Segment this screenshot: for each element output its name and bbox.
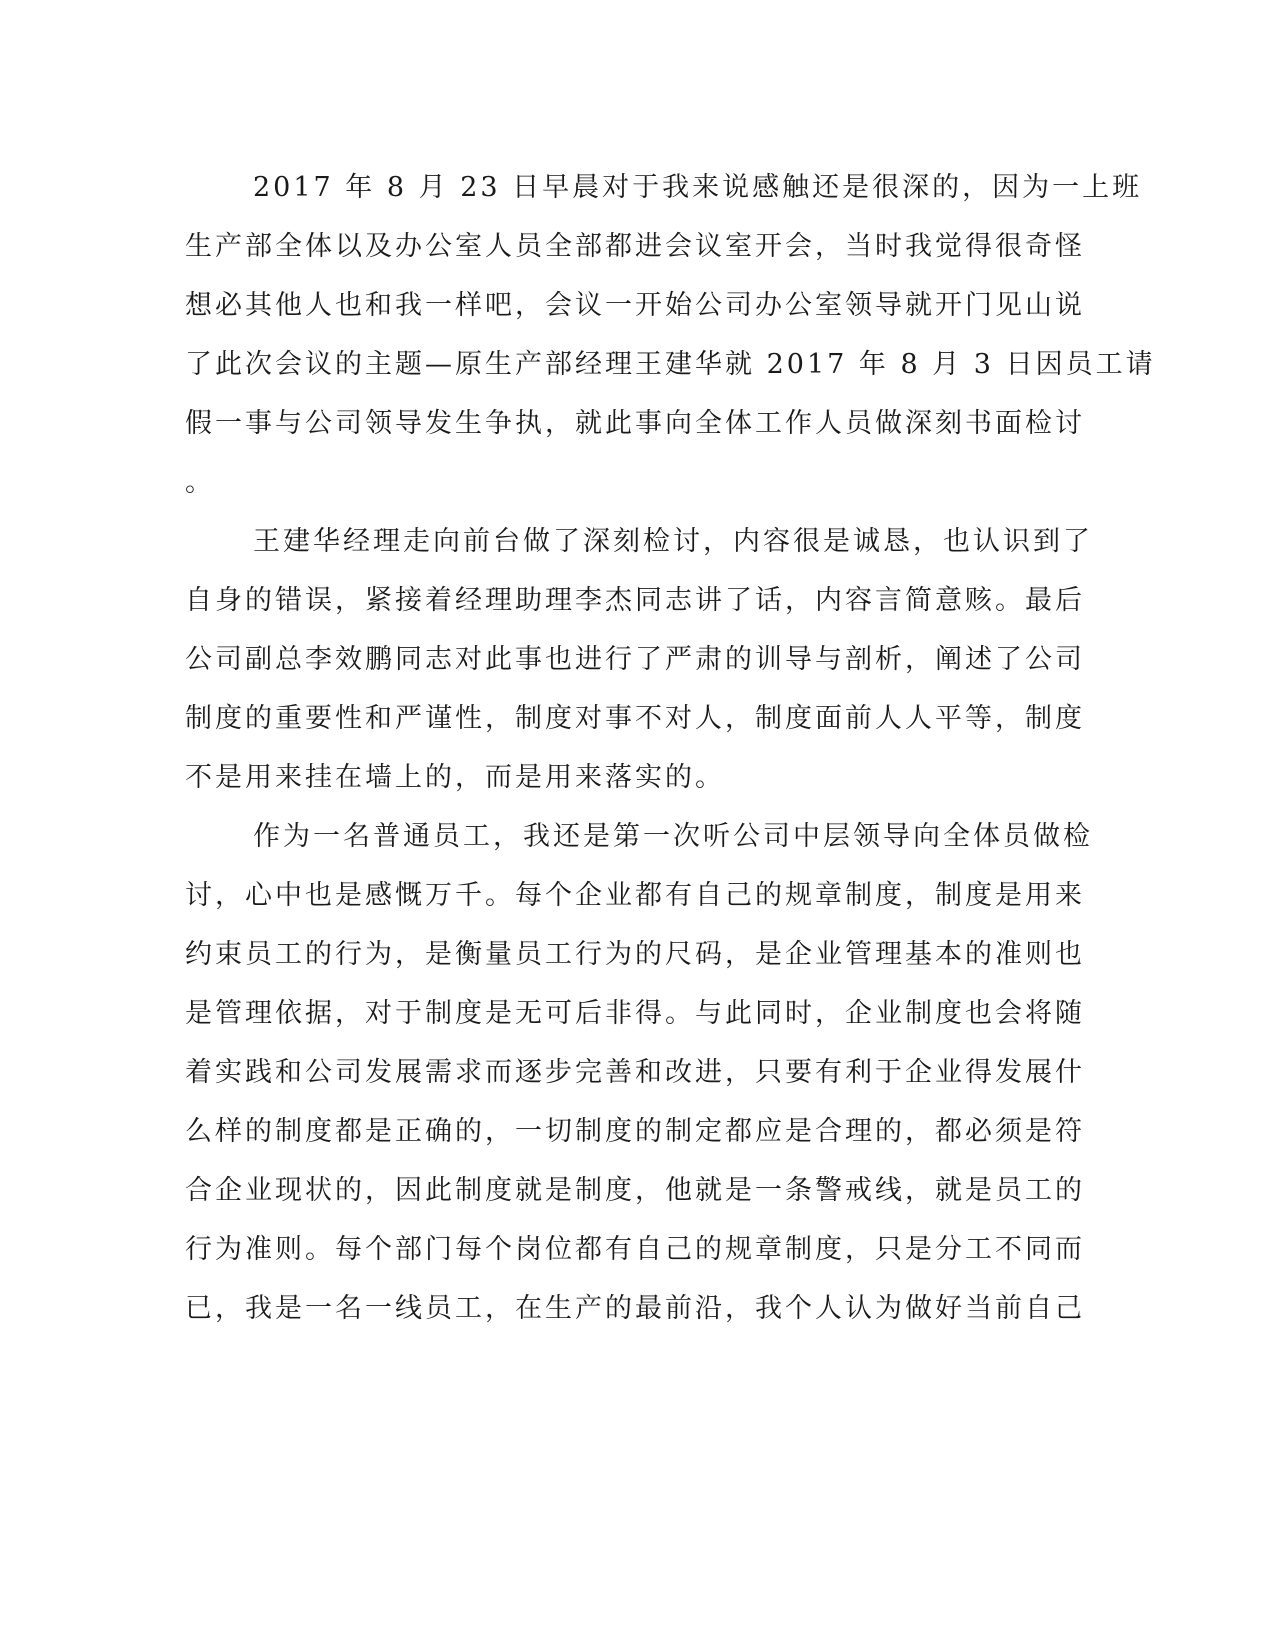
paragraph-1 (185, 158, 1156, 512)
paragraph-line: 么样的制度都是正确的，一切制度的制定都应是合理的，都必须是符 (185, 1116, 1085, 1147)
paragraph-line: 制度的重要性和严谨性，制度对事不对人，制度面前人人平等，制度 (185, 703, 1085, 734)
paragraph-2 (185, 512, 1093, 807)
paragraph-line: 行为准则。每个部门每个岗位都有自己的规章制度，只是分工不同而 (185, 1234, 1085, 1265)
paragraph-line: 约束员工的行为，是衡量员工行为的尺码，是企业管理基本的准则也 (185, 939, 1085, 970)
paragraph-line: 不是用来挂在墙上的，而是用来落实的。 (185, 762, 725, 793)
paragraph-line: 作为一名普通员工，我还是第一次听公司中层领导向全体员做检 (253, 821, 1093, 852)
paragraph-line: 假一事与公司领导发生争执，就此事向全体工作人员做深刻书面检讨 (185, 408, 1085, 439)
document-body (185, 158, 1156, 1338)
paragraph-line: 着实践和公司发展需求而逐步完善和改进，只要有利于企业得发展什 (185, 1057, 1085, 1088)
paragraph-line: 生产部全体以及办公室人员全部都进会议室开会，当时我觉得很奇怪 (185, 231, 1085, 262)
paragraph-line: 2017 年 8 月 23 日早晨对于我来说感触还是很深的，因为一上班 (253, 172, 1143, 203)
paragraph-line: 公司副总李效鹏同志对此事也进行了严肃的训导与剖析，阐述了公司 (185, 644, 1085, 675)
paragraph-line: 已，我是一名一线员工，在生产的最前沿，我个人认为做好当前自己 (185, 1293, 1085, 1324)
paragraph-line: 王建华经理走向前台做了深刻检讨，内容很是诚恳，也认识到了 (253, 526, 1093, 557)
paragraph-line: 合企业现状的，因此制度就是制度，他就是一条警戒线，就是员工的 (185, 1175, 1085, 1206)
paragraph-line: 想必其他人也和我一样吧，会议一开始公司办公室领导就开门见山说 (185, 290, 1085, 321)
paragraph-3 (185, 807, 1093, 1338)
paragraph-line: 。 (185, 467, 215, 498)
paragraph-line: 是管理依据，对于制度是无可后非得。与此同时，企业制度也会将随 (185, 998, 1085, 1029)
paragraph-line: 自身的错误，紧接着经理助理李杰同志讲了话，内容言简意赅。最后 (185, 585, 1085, 616)
paragraph-line: 了此次会议的主题—原生产部经理王建华就 2017 年 8 月 3 日因员工请 (185, 349, 1156, 380)
paragraph-line: 讨，心中也是感慨万千。每个企业都有自己的规章制度，制度是用来 (185, 880, 1085, 911)
